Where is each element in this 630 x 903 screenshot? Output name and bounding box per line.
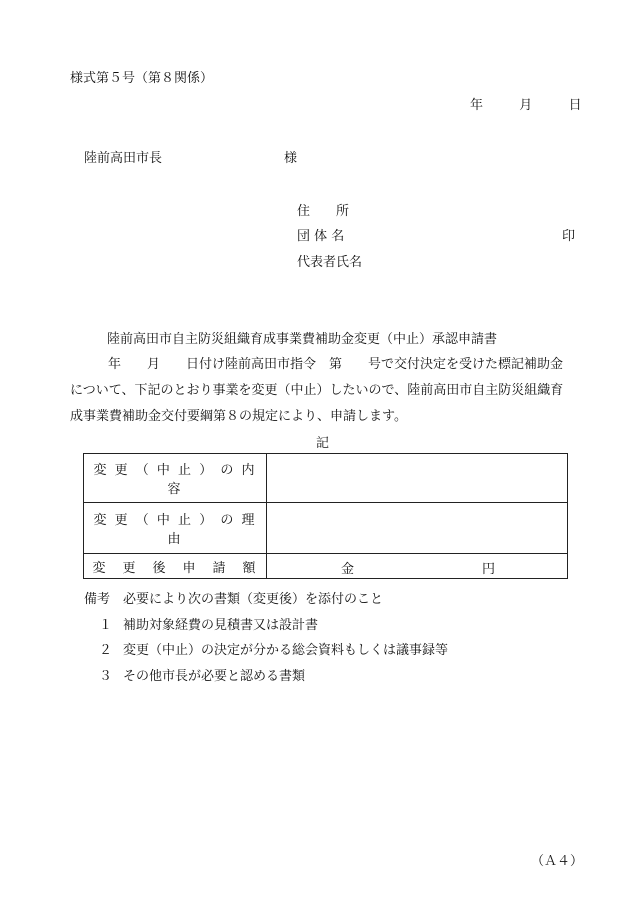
remark-item-number: １ [99,618,113,633]
addressee-mayor: 陸前高田市長 [84,151,163,166]
remark-item-text: その他市長が必要と認める書類 [123,669,306,684]
table-row [84,454,568,503]
amount-kin: 金 [341,562,355,577]
body-line-1: 年 月 日付け陸前高田市指令 第 号で交付決定を受けた標記補助金 [108,357,564,372]
changed-amount-label: 変 更 後 申 請 額 [84,554,267,579]
remarks-label: 備考 [84,592,111,607]
changed-amount-field[interactable] [267,554,568,579]
table-row [84,503,568,554]
remark-item-number: ３ [99,669,113,684]
date-line [470,94,582,113]
change-content-label: 変 更 （ 中 止 ） の 内 容 [84,454,267,503]
body-paragraph [70,352,580,430]
ki-heading: 記 [316,436,330,451]
address-label: 住 所 [297,204,350,219]
date-month: 月 [519,98,533,113]
remark-item-text: 補助対象経費の見積書又は設計書 [123,618,319,633]
table-row [84,554,568,579]
change-details-table [83,453,568,579]
representative-name-label: 代表者氏名 [297,255,363,270]
addressee-honorific: 様 [284,151,298,166]
date-year: 年 [470,98,484,113]
date-day: 日 [568,98,582,113]
body-line-2: について、下記のとおり事業を変更（中止）したいので、陸前高田市自主防災組織育 [70,383,564,398]
body-line-3: 成事業費補助金交付要綱第８の規定により、申請します。 [70,409,407,424]
change-reason-field[interactable] [267,503,568,554]
document-title: 陸前高田市自主防災組織育成事業費補助金変更（中止）承認申請書 [107,332,498,347]
paper-size-label: （Ａ４） [531,854,584,869]
amount-yen: 円 [482,562,496,577]
form-number: 様式第５号（第８関係） [70,71,214,86]
remarks-text: 必要により次の書類（変更後）を添付のこと [123,592,384,607]
seal-mark: 印 [562,229,576,244]
change-content-field[interactable] [267,454,568,503]
group-name-label: 団 体 名 [297,229,345,244]
remark-item-number: ２ [99,643,113,658]
change-reason-label: 変 更 （ 中 止 ） の 理 由 [84,503,267,554]
remark-item-text: 変更（中止）の決定が分かる総会資料もしくは議事録等 [123,643,449,658]
